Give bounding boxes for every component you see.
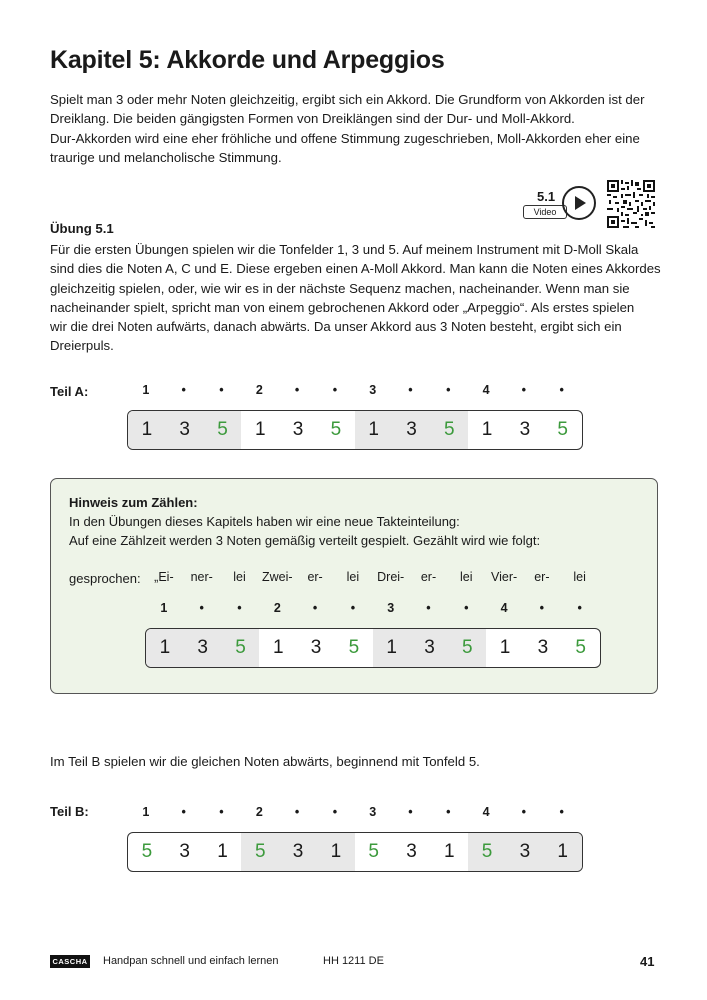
note-cell: 1	[499, 637, 511, 658]
count-mark: 3	[387, 601, 395, 615]
exercise-line: Dreierpuls.	[50, 338, 114, 354]
count-mark: •	[181, 383, 186, 397]
teil-a-note-bar	[127, 410, 583, 450]
note-cell: 3	[411, 629, 449, 667]
exercise-line: gleichzeitig spielen, oder, wie wir es in der nächste Sequenz machen, nacheinander. Wenn man sie	[50, 280, 630, 296]
spoken-label: gesprochen:	[69, 571, 141, 586]
count-mark: •	[332, 805, 338, 819]
count-mark: •	[559, 383, 564, 397]
qr-code-icon[interactable]	[607, 180, 655, 228]
count-mark: •	[350, 601, 356, 615]
syllable: lei	[233, 570, 246, 584]
note-cell: 1	[255, 419, 266, 440]
note-cell: 1	[443, 841, 455, 862]
note-cell: 5	[204, 411, 242, 449]
syllable: lei	[573, 570, 586, 584]
note-cell: 5	[430, 411, 468, 449]
note-cell: 5	[348, 637, 360, 658]
count-mark: 4	[482, 805, 490, 819]
note-cell: 3	[406, 841, 417, 862]
hint-line: Auf eine Zählzeit werden 3 Noten gemäßig verteilt gespielt. Gezählt wird wie folgt:	[69, 533, 541, 548]
count-mark: 2	[255, 383, 263, 397]
syllable: er-	[307, 570, 323, 584]
hint-heading: Hinweis zum Zählen:	[69, 495, 198, 510]
note-cell: 5	[368, 841, 379, 862]
note-cell: 1	[355, 411, 393, 449]
exercise-line: wir die drei Noten aufwärts, danach abwärts. Da unser Akkord aus 3 Noten besteht, ergibt sich ein	[50, 319, 622, 335]
count-mark: •	[539, 601, 545, 615]
note-cell: 3	[292, 419, 304, 440]
count-mark: •	[426, 601, 431, 615]
syllable: „Ei-	[154, 570, 174, 584]
note-cell: 5	[241, 833, 279, 871]
count-mark: 2	[273, 601, 281, 615]
syllable: Zwei-	[262, 570, 293, 584]
note-cell: 3	[519, 419, 531, 440]
count-mark: •	[577, 601, 582, 615]
video-number: 5.1	[537, 189, 556, 204]
syllable: Vier-	[490, 570, 518, 584]
count-mark: •	[294, 383, 300, 397]
note-cell: 3	[166, 411, 204, 449]
hint-box	[50, 478, 658, 694]
exercise-heading: Übung 5.1	[50, 221, 114, 236]
note-cell: 3	[506, 833, 544, 871]
teil-b-label: Teil B:	[50, 804, 89, 819]
note-cell: 1	[373, 629, 411, 667]
count-mark: 2	[255, 805, 263, 819]
footer-code: HH 1211 DE	[323, 955, 384, 967]
note-cell: 5	[222, 629, 260, 667]
count-mark: •	[408, 805, 413, 819]
count-mark: •	[446, 805, 451, 819]
intro-line: traurige und melancholische Stimmung.	[50, 149, 282, 165]
hint-note-bar	[145, 628, 601, 668]
teil-b-intro-line: Im Teil B spielen wir die gleichen Noten abwärts, beginnend mit Tonfeld 5.	[50, 754, 480, 769]
note-cell: 5	[575, 637, 586, 658]
count-mark: •	[237, 601, 242, 615]
count-mark: •	[521, 805, 527, 819]
exercise-line: sind dies die Noten A, C und E. Diese ergeben einen A-Moll Akkord. Man kann die Noten eines Akkordes	[50, 261, 661, 277]
note-cell: 3	[310, 637, 322, 658]
count-mark: •	[294, 805, 300, 819]
count-mark: 1	[160, 601, 168, 615]
teil-b-note-bar	[127, 832, 583, 872]
intro-line: Dreiklang. Die beiden gängigsten Formen von Dreiklängen sind der Dur- und Moll-Akkord.	[50, 111, 575, 127]
page-title: Kapitel 5: Akkorde und Arpeggios	[50, 46, 445, 74]
count-mark: •	[446, 383, 451, 397]
note-cell: 3	[393, 411, 431, 449]
count-row-b	[127, 805, 581, 819]
note-cell: 1	[128, 411, 166, 449]
exercise-line: nacheinander spielt, spricht man von einem gebrochenen Akkord oder „Arpeggio“. Als erstes spielen	[50, 299, 635, 315]
exercise-line: Für die ersten Übungen spielen wir die Tonfelder 1, 3 und 5. Auf meinem Instrument mit D-Moll Skala	[50, 242, 639, 257]
footer-book-title: Handpan schnell und einfach lernen	[103, 955, 279, 967]
count-mark: 4	[482, 383, 490, 397]
count-mark: 4	[500, 601, 508, 615]
note-cell: 3	[537, 637, 549, 658]
count-mark: •	[332, 383, 338, 397]
note-cell: 5	[557, 419, 568, 440]
note-cell: 1	[217, 841, 228, 862]
count-mark: •	[199, 601, 204, 615]
count-row-a	[127, 383, 581, 397]
note-cell: 1	[317, 833, 355, 871]
count-mark: •	[521, 383, 527, 397]
syllable: ner-	[190, 570, 213, 584]
note-cell: 1	[146, 629, 184, 667]
count-mark: •	[181, 805, 186, 819]
count-mark: •	[219, 383, 224, 397]
teil-b-intro	[50, 752, 660, 771]
page-number: 41	[640, 954, 655, 969]
note-cell: 5	[330, 419, 342, 440]
syllable-row	[145, 570, 599, 584]
note-cell: 3	[279, 833, 317, 871]
teil-a-label: Teil A:	[50, 384, 89, 399]
count-mark: •	[312, 601, 318, 615]
publisher-logo: CASCHA	[50, 955, 90, 968]
note-cell: 5	[141, 841, 153, 862]
count-mark: •	[559, 805, 564, 819]
count-row-hint	[145, 601, 599, 615]
note-cell: 1	[481, 419, 493, 440]
syllable: lei	[346, 570, 360, 584]
count-mark: •	[408, 383, 413, 397]
syllable: Drei-	[377, 570, 405, 584]
count-mark: 3	[369, 383, 377, 397]
note-cell: 5	[468, 833, 506, 871]
count-mark: 1	[142, 383, 150, 397]
note-cell: 1	[544, 833, 582, 871]
intro-line: Spielt man 3 oder mehr Noten gleichzeitig, ergibt sich ein Akkord. Die Grundform von Akkorden ist der	[50, 92, 645, 107]
note-cell: 3	[184, 629, 222, 667]
syllable: lei	[460, 570, 473, 584]
count-mark: 3	[369, 805, 377, 819]
syllable: er-	[534, 570, 550, 584]
count-mark: 1	[142, 805, 150, 819]
exercise-paragraph	[50, 240, 660, 356]
intro-paragraph	[50, 90, 660, 167]
hint-line: In den Übungen dieses Kapitels haben wir eine neue Takteinteilung:	[69, 514, 460, 529]
count-mark: •	[464, 601, 469, 615]
count-mark: •	[219, 805, 224, 819]
video-badge[interactable]: Video	[523, 205, 567, 219]
syllable: er-	[420, 570, 437, 584]
note-cell: 1	[273, 637, 284, 658]
intro-line: Dur-Akkorden wird eine eher fröhliche und offene Stimmung zugeschrieben, Moll-Akkorden eher eine	[50, 130, 640, 146]
note-cell: 3	[179, 841, 190, 862]
note-cell: 5	[448, 629, 486, 667]
play-icon[interactable]	[562, 186, 596, 220]
